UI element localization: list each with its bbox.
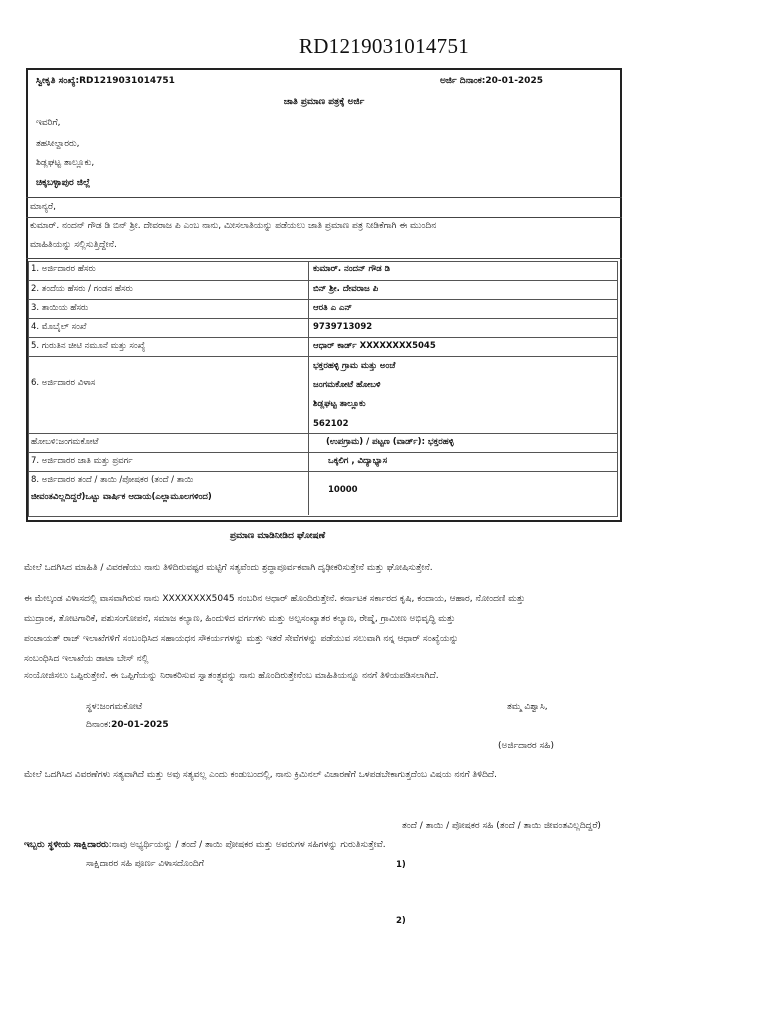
row-divider: [28, 299, 618, 300]
address-line: ಜಂಗಮಕೋಟೆ ಹೋಬಳಿ: [313, 380, 381, 390]
yours-faithfully: ತಮ್ಮ ವಿಶ್ವಾಸಿ,: [507, 702, 548, 712]
place: ಸ್ಥಳ:ಜಂಗಮಕೋಟೆ: [86, 702, 143, 712]
details-label: 2. ತಂದೆಯ ಹೆಸರು / ಗಂಡನ ಹೆಸರು: [31, 284, 133, 294]
address-line: ಭಕ್ತರಹಳ್ಳಿ ಗ್ರಾಮ ಮತ್ತು ಅಂಚೆ: [313, 361, 396, 371]
row-divider: [28, 337, 618, 338]
details-value: ಆರತಿ ಎ ಎನ್: [313, 303, 352, 313]
application-date: ಅರ್ಜಿ ದಿನಾಂಕ:20-01-2025: [440, 76, 543, 86]
row-divider: [28, 452, 618, 453]
salutation: ಮಾನ್ಯರೆ,: [30, 202, 56, 212]
row-divider: [28, 356, 618, 357]
mobile-number: 9739713092: [313, 322, 373, 332]
details-label: 3. ತಾಯಿಯ ಹೆಸರು: [31, 303, 89, 313]
witness-1: 1): [396, 860, 406, 870]
applicant-signature: (ಅರ್ಜಿದಾರರ ಸಹಿ): [498, 741, 554, 751]
date-value: 20-01-2025: [111, 720, 169, 730]
declaration-para-1: ಮೇಲೆ ಒದಗಿಸಿದ ಮಾಹಿತಿ / ವಿವರಣೆಯು ನಾನು ತಿಳಿದಿರುವಷ್ಟರ ಮಟ್ಟಿಗೆ ಸತ್ಯವೆಂದು ಶ್ರದ್ಧಾಪೂರ್ವಕವಾಗಿ ದೃಢೀಕರಿಸುತ್ತೇನೆ ಮತ್ತು ಘೋಷಿಸುತ್ತೇನೆ.: [24, 563, 433, 573]
witness-heading: ಇಬ್ಬರು ಸ್ಥಳೀಯ ಸಾಕ್ಷಿದಾರರು: [24, 840, 109, 850]
row-divider: [28, 471, 618, 472]
divider: [26, 258, 622, 259]
aadhaar-value: ಆಧಾರ್ ಕಾರ್ಡ್ XXXXXXXX5045: [313, 341, 436, 351]
declaration-para-2-line: ಈ ಮೇಲ್ಕಂಡ ವಿಳಾಸದಲ್ಲಿ ವಾಸವಾಗಿರುವ ನಾನು XXXXXXXX5045 ನಂಬರಿನ ಆಧಾರ್ ಹೊಂದಿರುತ್ತೇನೆ. ಕರ್ನಾಟಕ ಸರ್ಕಾರದ ಕೃಷಿ, ಕಂದಾಯ, ಆಹಾರ, ನೋಂದಣಿ ಮತ್ತು: [24, 594, 526, 604]
declaration-para-2-line: ಸಂಬಂಧಿಸಿದ ಇಲಾಖೆಯ ಡಾಟಾ ಬೇಸ್ ನಲ್ಲಿ: [24, 654, 149, 664]
divider: [26, 197, 622, 198]
intro-line-2: ಮಾಹಿತಿಯನ್ನು ಸಲ್ಲಿಸುತ್ತಿದ್ದೇನೆ.: [30, 240, 117, 250]
taluk-line: ಶಿಡ್ಲಘಟ್ಟ ತಾಲ್ಲೂಕು,: [36, 158, 95, 168]
details-label: 5. ಗುರುತಿನ ಚೀಟಿ ನಮೂನೆ ಮತ್ತು ಸಂಖ್ಯೆ: [31, 341, 146, 351]
addressee: ತಹಸೀಲ್ದಾರರು,: [36, 139, 80, 149]
ward-value: (ಉಪಗ್ರಾಮ) / ಪಟ್ಟಣ (ವಾರ್ಡ್): ಭಕ್ತರಹಳ್ಳಿ: [326, 437, 454, 447]
details-label: ಜೀವಂತವಿಲ್ಲದಿದ್ದರೆ)ಒಟ್ಟು ವಾರ್ಷಿಕ ಆದಾಯ(ಎಲ್ಲಾಮೂಲಗಳಿಂದ): [31, 492, 212, 502]
details-value: ಬಿನ್ ಶ್ರೀ. ದೇವರಾಜ ಪಿ: [313, 284, 379, 294]
witness-text: :ನಾವು ಅಭ್ಯರ್ಥಿಯನ್ನು / ತಂದೆ / ತಾಯಿ ಪೋಷಕರ ಮತ್ತು ಅವರುಗಳ ಸಹಿಗಳನ್ನು ಗುರುತಿಸುತ್ತೇವೆ.: [108, 840, 386, 850]
row-divider: [28, 318, 618, 319]
column-divider: [308, 261, 309, 515]
witness-signature-label: ಸಾಕ್ಷಿದಾರರ ಸಹಿ ಪೂರ್ಣ ವಿಳಾಸದೊಂದಿಗೆ: [86, 859, 204, 869]
divider: [26, 217, 622, 218]
witness-line: [24, 840, 386, 850]
parent-signature: ತಂದೆ / ತಾಯಿ / ಪೋಷಕರ ಸಹಿ (ತಂದೆ / ತಾಯಿ ಜೀವಂತವಿಲ್ಲದಿದ್ದರೆ): [402, 821, 601, 831]
to-line: ಇವರಿಗೆ,: [36, 118, 61, 128]
declaration-para-2-line: ಮುದ್ರಾಂಕ, ತೋಟಗಾರಿಕೆ, ಪಶುಸಂಗೋಪನೆ, ಸಮಾಜ ಕಲ್ಯಾಣ, ಹಿಂದುಳಿದ ವರ್ಗಗಳು ಮತ್ತು ಅಲ್ಪಸಂಖ್ಯಾತರ ಕಲ್ಯಾಣ, ರೇಷ್ಮೆ, ಗ್ರಾಮೀಣ ಅಭಿವೃದ್ಧಿ ಮತ್ತು: [24, 614, 456, 624]
pincode: 562102: [313, 419, 349, 429]
document-id: RD1219031014751: [298, 34, 470, 58]
declaration-title: ಪ್ರಮಾಣ ಮಾಡಿನೀಡಿದ ಘೋಷಣೆ: [230, 531, 326, 541]
date-label: ದಿನಾಂಕ:: [86, 720, 112, 730]
declaration-para-3: ಮೇಲೆ ಒದಗಿಸಿದ ವಿವರಣೆಗಳು ಸತ್ಯವಾಗಿದೆ ಮತ್ತು ಅವು ಸತ್ಯವಲ್ಲ ಎಂದು ಕಂಡುಬಂದಲ್ಲಿ, ನಾನು ಕ್ರಿಮಿನಲ್ ವಿಚಾರಣೆಗೆ ಒಳಪಡಬೇಕಾಗುತ್ತದೆಂಬ ವಿಷಯ ನನಗೆ ತಿಳಿದಿದೆ.: [24, 770, 497, 780]
form-title: ಜಾತಿ ಪ್ರಮಾಣ ಪತ್ರಕ್ಕೆ ಅರ್ಜಿ: [283, 97, 365, 107]
intro-line-1: ಕುಮಾರ್. ನಂದನ್ ಗೌಡ ಡಿ ಬಿನ್ ಶ್ರೀ. ದೇವರಾಜ ಪಿ ಎಂಬ ನಾನು, ಮೀಸಲಾತಿಯನ್ನು ಪಡೆಯಲು ಜಾತಿ ಪ್ರಮಾಣ ಪತ್ರ ನೀಡಿಕೆಗಾಗಿ ಈ ಮುಂದಿನ: [30, 221, 437, 231]
details-label: 1. ಅರ್ಜಿದಾರರ ಹೆಸರು: [31, 264, 96, 274]
declaration-para-2-line: ಸಂಯೋಜಿಸಲು ಒಪ್ಪಿರುತ್ತೇನೆ. ಈ ಒಪ್ಪಿಗೆಯನ್ನು ನಿರಾಕರಿಸುವ ಸ್ವಾತಂತ್ರ್ಯವನ್ನು ನಾನು ಹೊಂದಿರುತ್ತೇನೆಂಬ ಮಾಹಿತಿಯನ್ನೂ ನನಗೆ ತಿಳಿಯಪಡಿಸಲಾಗಿದೆ.: [24, 671, 439, 681]
details-label: 6. ಅರ್ಜಿದಾರರ ವಿಳಾಸ: [31, 378, 96, 388]
caste-value: ಒಕ್ಕಲಿಗ , ವಿದ್ಯಾಭ್ಯಾಸ: [328, 456, 388, 466]
details-label: 7. ಅರ್ಜಿದಾರರ ಜಾತಿ ಮತ್ತು ಪ್ರವರ್ಗ: [31, 456, 133, 466]
income-value: 10000: [328, 485, 358, 495]
hobli-label: ಹೋಬಳಿ:ಜಂಗಮಕೋಟೆ: [31, 437, 99, 447]
row-divider: [28, 280, 618, 281]
address-line: ಶಿಡ್ಲಘಟ್ಟ ತಾಲ್ಲೂಕು: [313, 399, 366, 409]
details-value: ಕುಮಾರ್. ನಂದನ್ ಗೌಡ ಡಿ: [313, 264, 390, 274]
details-label: 4. ಮೊಬೈಲ್ ಸಂಖೆ: [31, 322, 87, 332]
row-divider: [28, 433, 618, 434]
witness-2: 2): [396, 916, 406, 926]
district-line: ಚಿಕ್ಕಬಳ್ಳಾಪುರ ಜಿಲ್ಲೆ: [36, 178, 91, 188]
details-label: 8. ಅರ್ಜಿದಾರರ ತಂದೆ / ತಾಯಿ /ಪೋಷಕರ (ತಂದೆ / ತಾಯಿ: [31, 475, 194, 485]
declaration-para-2-line: ಪಂಚಾಯತ್ ರಾಜ್ ಇಲಾಖೆಗಳಿಗೆ ಸಂಬಂಧಿಸಿದ ಸಹಾಯಧನ ಸೌಕರ್ಯಗಳನ್ನು ಮತ್ತು ಇತರೆ ಸೇವೆಗಳನ್ನು ಪಡೆಯುವ ಸಲುವಾಗಿ ನನ್ನ ಆಧಾರ್ ಸಂಖ್ಯೆಯನ್ನು: [24, 634, 459, 644]
acknowledgement-number: ಸ್ವೀಕೃತಿ ಸಂಖ್ಯೆ:RD1219031014751: [36, 76, 175, 86]
